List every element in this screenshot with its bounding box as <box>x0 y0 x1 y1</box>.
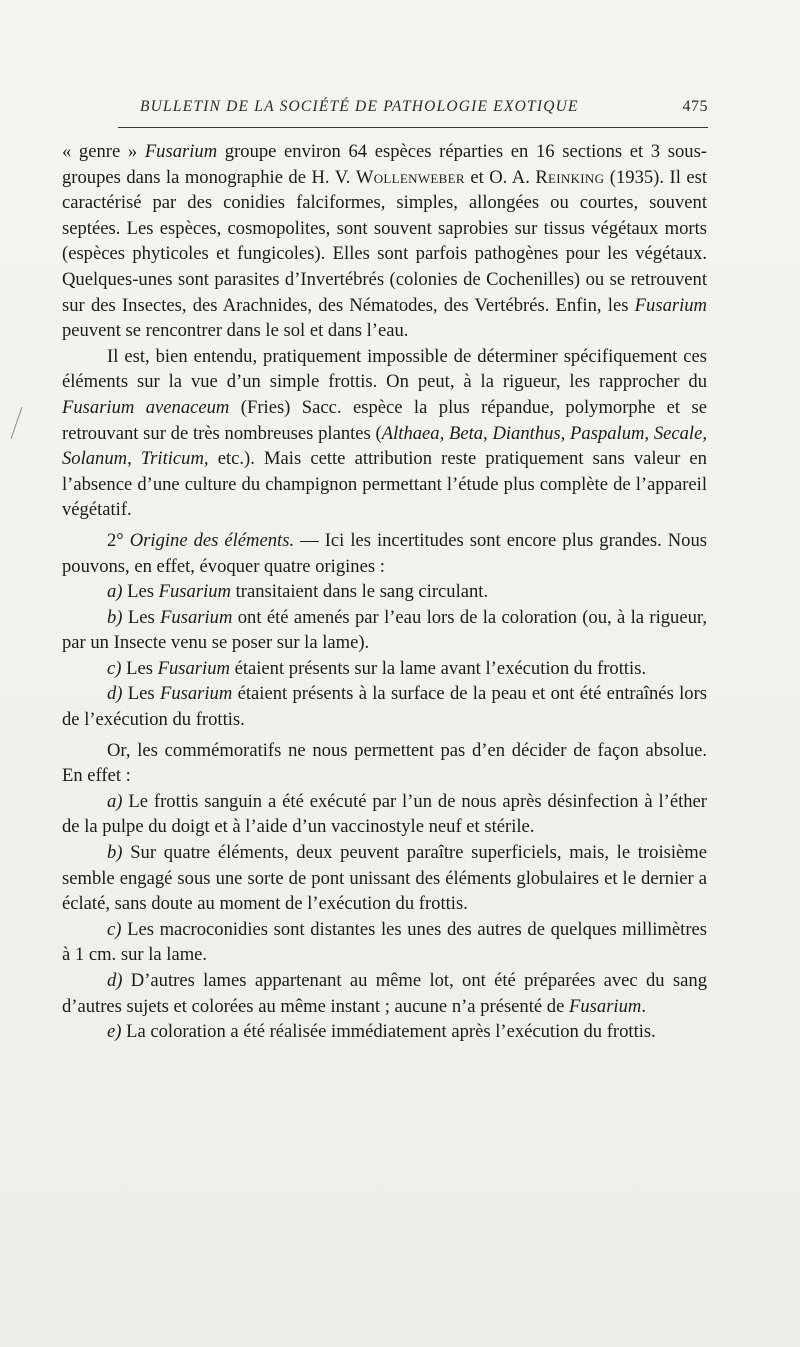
list-item: a) Le frottis sanguin a été exécuté par l’un de nous après désinfection à l’éther de la pulpe du doigt et à l’aide d’un vaccinostyle neuf et stérile. <box>62 790 707 838</box>
paragraph-1: « genre » Fusarium groupe environ 64 espèces réparties en 16 sections et 3 sous-groupes dans la monographie de H. V. Wollenweber et O. A. Reinking (1935). Il est caractérisé par des conidies falciformes, simples, allongées ou courtes, souvent septées. Les espèces, cosmopolites, sont souvent saprobies sur tissus végétaux morts (espèces phyticoles et fungicoles). Elles sont parfois pathogènes pour les végétaux. Quelques-unes sont parasites d’Invertébrés (colonies de Cochenilles) ou se retrouvent sur des Insectes, des Arachnides, des Nématodes, des Vertébrés. Enfin, les Fusarium peuvent se rencontrer dans le sol et dans l’eau. <box>62 141 708 342</box>
list-item: a) Les Fusarium transitaient dans le sang circulant. <box>107 581 489 603</box>
header-rule <box>118 127 708 128</box>
list-item: c) Les macroconidies sont distantes les unes des autres de quelques millimètres à 1 cm. sur la lame. <box>62 918 707 966</box>
body-text <box>62 139 707 1045</box>
author-name: Wollenweber <box>355 166 465 188</box>
list-item: e) La coloration a été réalisée immédiatement après l’exécution du frottis. <box>107 1021 656 1043</box>
author-name: Reinking <box>535 166 605 188</box>
list-item: d) D’autres lames appartenant au même lot, ont été préparées avec du sang d’autres sujets et colorées au même instant ; aucune n’a présenté de Fusarium. <box>62 970 707 1017</box>
list-item: b) Les Fusarium ont été amenés par l’eau lors de la coloration (ou, à la rigueur, par un Insecte venu se poser sur la lame). <box>62 606 707 654</box>
page-number: 475 <box>682 98 708 115</box>
running-head <box>118 98 708 120</box>
list-item: b) Sur quatre éléments, deux peuvent paraître superficiels, mais, le troisième semble engagé sous une sorte de pont unissant des éléments globulaires et le dernier a éclaté, sans doute au moment de l’exécution du frottis. <box>62 842 707 915</box>
journal-title: BULLETIN DE LA SOCIÉTÉ DE PATHOLOGIE EXOTIQUE <box>140 98 579 115</box>
paragraph-3: 2° Origine des éléments. — Ici les incertitudes sont encore plus grandes. Nous pouvons, en effet, évoquer quatre origines : <box>62 529 708 577</box>
paragraph-4: Or, les commémoratifs ne nous permettent pas d’en décider de façon absolue. En effet : <box>62 739 707 787</box>
list-item: c) Les Fusarium étaient présents sur la lame avant l’exécution du frottis. <box>107 657 647 679</box>
margin-pencil-mark <box>8 405 24 441</box>
list-item: d) Les Fusarium étaient présents à la surface de la peau et ont été entraînés lors de l’exécution du frottis. <box>62 683 707 731</box>
paragraph-2: Il est, bien entendu, pratiquement impossible de déterminer spécifiquement ces éléments sur la vue d’un simple frottis. On peut, à la rigueur, les rapprocher du Fusarium avenaceum (Fries) Sacc. espèce la plus répandue, polymorphe et se retrouvant sur de très nombreuses plantes (Althaea, Beta, Dianthus, Paspalum, Secale, Solanum, Triticum, etc.). Mais cette attribution reste pratiquement sans valeur en l’absence d’une culture du champignon permettant l’étude plus complète de l’appareil végétatif. <box>62 345 707 521</box>
section-heading: Origine des éléments. <box>129 529 295 551</box>
